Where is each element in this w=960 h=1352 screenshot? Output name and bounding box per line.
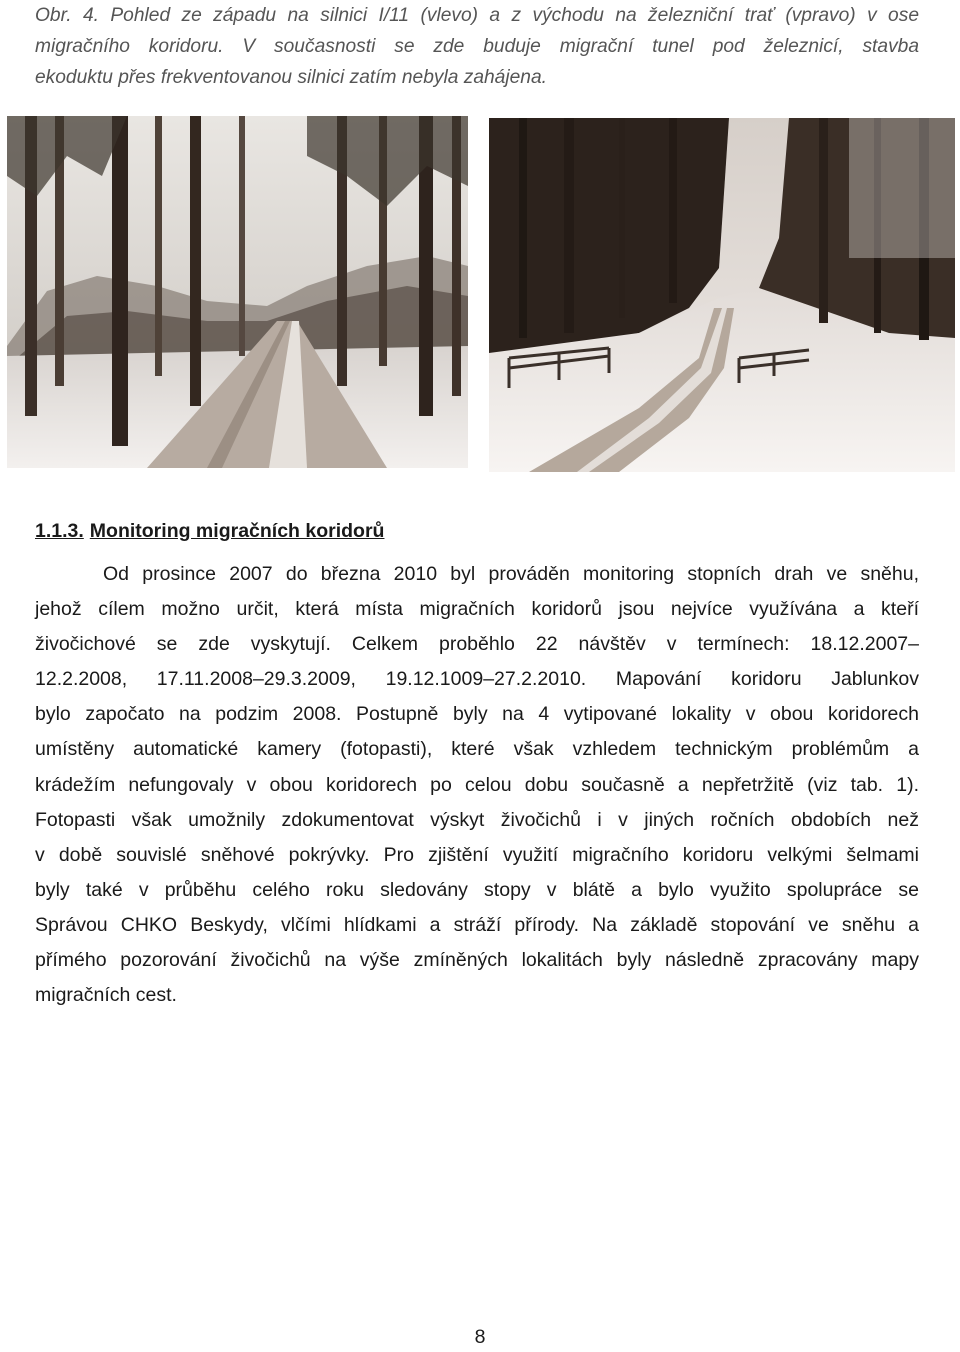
paragraph-line: v době souvislé sněhové pokrývky. Pro zjištění využití migračního koridoru velkými šelmami xyxy=(35,843,919,866)
paragraph-line: byly také v průběhu celého roku sledovány stopy v blátě a bylo využito spolupráce se xyxy=(35,878,919,901)
paragraph-line: migračních cest. xyxy=(35,984,177,1007)
paragraph-line: 12.2.2008, 17.11.2008–29.3.2009, 19.12.1009–27.2.2010. Mapování koridoru Jablunkov xyxy=(35,668,919,691)
page-number: 8 xyxy=(474,1326,486,1348)
section-heading xyxy=(35,513,384,549)
section-number: 1.1.3. xyxy=(35,520,84,542)
paragraph-line: Od prosince 2007 do března 2010 byl prováděn monitoring stopních drah ve sněhu, xyxy=(103,563,919,585)
paragraph-line: živočichové se zde vyskytují. Celkem proběhlo 22 návštěv v termínech: 18.12.2007– xyxy=(35,633,919,656)
figure-caption xyxy=(35,0,919,93)
paragraph-line: Správou CHKO Beskydy, vlčími hlídkami a stráží přírody. Na základě stopování ve sněhu a xyxy=(35,913,919,936)
paragraph-line: umístěny automatické kamery (fotopasti), které však vzhledem technickým problémům a xyxy=(35,738,919,761)
paragraph-line: krádežím nefungovaly v obou koridorech po celou dobu současně a nepřetržitě (viz tab. 1). xyxy=(35,773,919,796)
caption-line: Obr. 4. Pohled ze západu na silnici I/11 (vlevo) a z východu na železniční trať (vpravo) v ose xyxy=(35,5,919,26)
photo-road-west xyxy=(7,116,468,468)
paragraph-line: jehož cílem možno určit, která místa migračních koridorů jsou nejvíce využívána a kteří xyxy=(35,598,919,621)
paragraph-line: bylo započato na podzim 2008. Postupně byly na 4 vytipované lokality v obou koridorech xyxy=(35,703,919,726)
caption-line: migračního koridoru. V současnosti se zde buduje migrační tunel pod železnicí, stavba xyxy=(35,36,919,57)
section-title: Monitoring migračních koridorů xyxy=(89,520,385,542)
photo-road-east xyxy=(489,118,955,472)
caption-line: ekoduktu přes frekventovanou silnici zatím nebyla zahájena. xyxy=(35,67,547,88)
body-paragraph xyxy=(35,557,919,1013)
paragraph-line: Fotopasti však umožnily zdokumentovat výskyt živočichů i v jiných ročních obdobích než xyxy=(35,808,919,831)
paragraph-line: přímého pozorování živočichů na výše zmíněných lokalitách byly následně zpracovány mapy xyxy=(35,949,919,972)
